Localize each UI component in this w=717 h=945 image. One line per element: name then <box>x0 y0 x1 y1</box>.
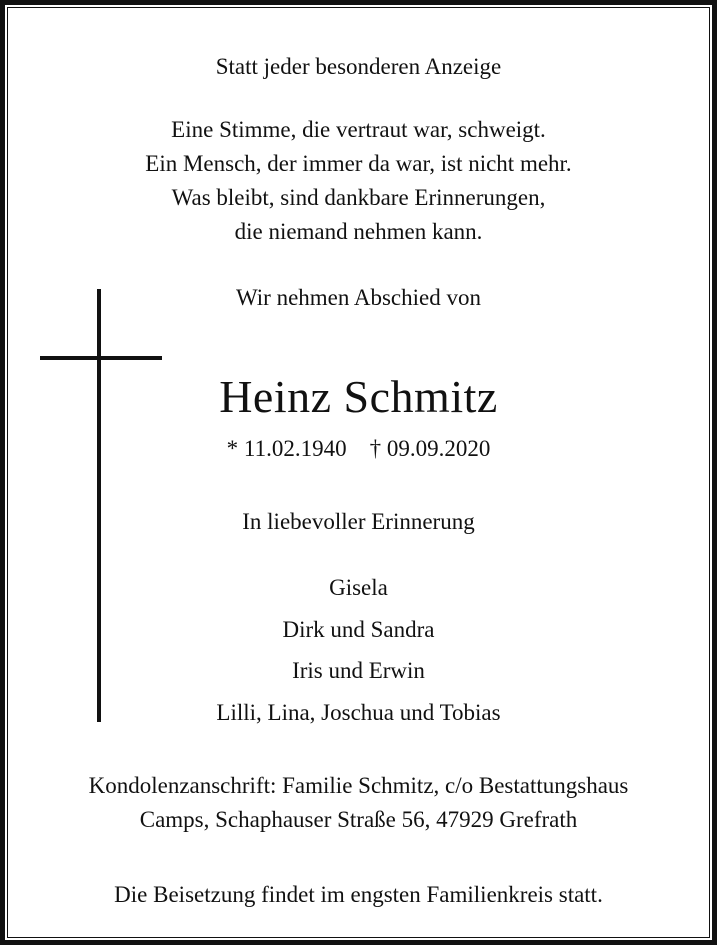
poem-line: Ein Mensch, der immer da war, ist nicht mehr. <box>145 151 572 176</box>
memory-line: In liebevoller Erinnerung <box>242 509 475 534</box>
poem-line: Eine Stimme, die vertraut war, schweigt. <box>171 117 546 142</box>
mourner: Dirk und Sandra <box>282 617 435 642</box>
address-line: Camps, Schaphauser Straße 56, 47929 Grefrath <box>139 807 578 832</box>
life-dates: * 11.02.1940 † 09.09.2020 <box>226 436 491 461</box>
deceased-name: Heinz Schmitz <box>219 371 498 422</box>
poem-line: die niemand nehmen kann. <box>234 219 483 244</box>
mourner: Gisela <box>329 575 388 600</box>
poem-line: Was bleibt, sind dankbare Erinnerungen, <box>171 185 546 210</box>
farewell-text: Wir nehmen Abschied von <box>236 285 481 310</box>
mourner: Lilli, Lina, Joschua und Tobias <box>216 700 501 725</box>
cross-horizontal-bar <box>40 356 162 360</box>
mourner: Iris und Erwin <box>292 658 425 683</box>
header-text: Statt jeder besonderen Anzeige <box>215 54 502 79</box>
address-line: Kondolenzanschrift: Familie Schmitz, c/o Bestattungshaus <box>88 773 629 798</box>
burial-note: Die Beisetzung findet im engsten Familienkreis statt. <box>114 882 603 907</box>
